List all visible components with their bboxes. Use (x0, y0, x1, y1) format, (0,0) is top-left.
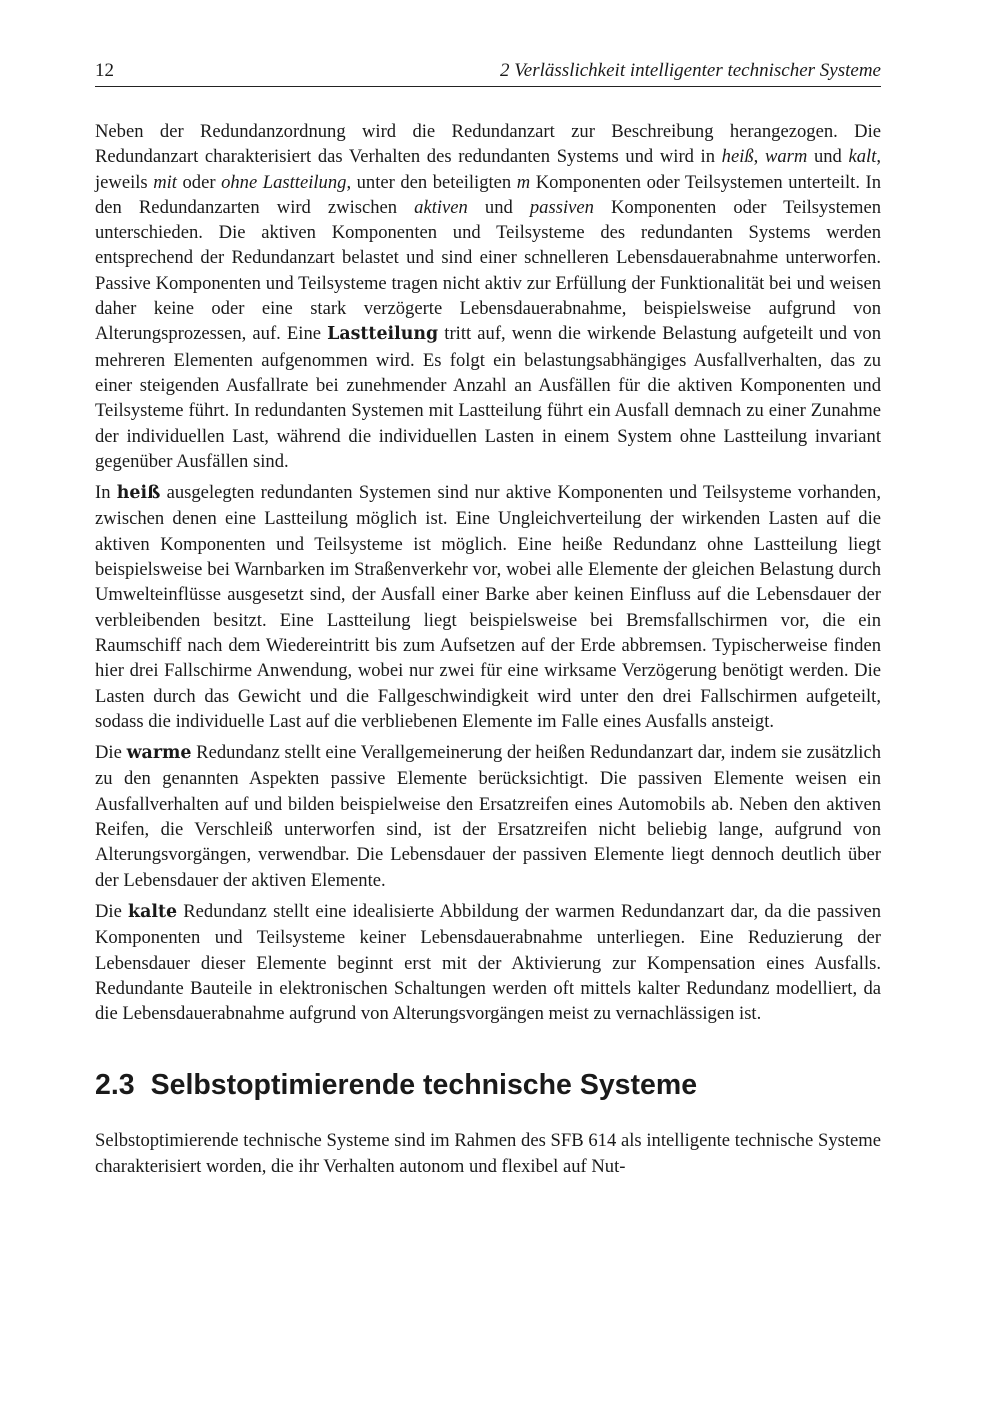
term-warme: warme (126, 743, 192, 764)
math-m: m (516, 171, 531, 193)
paragraph-heiss (95, 480, 881, 734)
text-span: , jeweils (95, 146, 882, 193)
emph-mit: mit (153, 171, 177, 193)
text-span: , (753, 146, 765, 168)
paragraph-warme (95, 740, 881, 893)
text-span: und (807, 146, 849, 168)
text-span: tritt auf, wenn die wirkende Belastung aufgeteilt und von mehreren Elementen aufgenommen wird. Es folgt ein belastungsabhängiges Ausfallverhalten, das zu einer steigenden Ausfallrate bei zunehmender Anzahl an Ausfällen für die aktiven Komponenten und Teilsysteme führt. In redundanten Systemen mit Lastteilung führt ein Ausfall demnach zu einer Zunahme der individuellen Last, während die individuellen Lasten in einem System ohne Lastteilung invariant gegenüber Ausfällen sind. (95, 323, 882, 472)
paragraph-selbstoptimierend (95, 1128, 881, 1179)
text-span: Neben der Redundanzordnung wird die Redundanzart zur Beschreibung herangezogen. Die Redundanzart charakterisiert das Verhalten des redundanten Systems und wird in (95, 121, 881, 168)
text-span: Komponenten oder Teilsystemen unterschieden. Die aktiven Komponenten und Teilsysteme des redundanten Systems werden entsprechend der Redundanzart belastet und sind einer schnelleren Lebensdauerabnahme unterworfen. Passive Komponenten und Teilsysteme tragen nicht aktiv zur Erfüllung der Funktionalität bei und weisen daher keine oder eine stark verzögerte Lebensdauerabnahme, beispielsweise aufgrund von Alterungsprozessen, auf. Eine (95, 196, 881, 345)
text-span: Die (95, 742, 127, 764)
text-span: oder (176, 171, 222, 193)
emph-passiven: passiven (529, 196, 594, 218)
text-span: und (467, 196, 530, 218)
section-number: 2.3 (95, 1069, 135, 1102)
running-title: 2 Verlässlichkeit intelligenter technischer Systeme (500, 60, 881, 81)
emph-kalt: kalt (848, 146, 877, 168)
emph-heiss: heiß (721, 146, 754, 168)
emph-warm: warm (764, 146, 808, 168)
text-span: In (95, 482, 117, 504)
text-span: Redundanz stellt eine Verallgemeinerung der heißen Redundanzart dar, indem sie zusätzlich zu den genannten Aspekten passive Elemente berücksichtigt. Die passiven Elemente weisen ein Ausfallverhalten auf und bilden beispielweise den Ersatzreifen eines Automobils ab. Neben den aktiven Reifen, die Verschleiß unterworfen sind, ist der Ersatzreifen nicht beliebig lange, aufgrund von Alterungsvorgängen, verwendbar. Die Lebensdauer der passiven Elemente liegt dennoch deutlich über der Lebensdauer der aktiven Elemente. (95, 742, 881, 891)
running-header (95, 58, 881, 87)
text-span: Komponenten oder Teilsystemen unterteilt. In den Redundanzarten wird zwischen (95, 171, 881, 218)
text-span: , unter den beteiligten (346, 171, 517, 193)
paragraph-kalte (95, 899, 881, 1026)
section-heading (95, 1068, 881, 1102)
text-span: Redundanz stellt eine idealisierte Abbildung der warmen Redundanzart dar, da die passiven Komponenten und Teilsysteme keiner Lebensdauerabnahme unterliegen. Eine Reduzierung der Lebensdauer dieser Elemente beginnt erst mit der Aktivierung zur Kompensation eines Ausfalls. Redundante Bauteile in elektronischen Schaltungen werden oft mittels kalter Redundanz modelliert, da die Lebensdauerabnahme aufgrund von Alterungsvorgängen meist zu vernachlässigen ist. (95, 900, 881, 1025)
term-heiss: heiß (116, 483, 161, 504)
body-text (95, 119, 881, 1185)
text-span: ausgelegten redundanten Systemen sind nur aktive Komponenten und Teilsysteme vorhanden, zwischen denen eine Lastteilung möglich ist. Eine Ungleichverteilung der wirkenden Lasten auf die aktiven Komponenten und Teilsysteme ist möglich. Eine heiße Redundanz ohne Lastteilung liegt beispielsweise bei Warnbarken im Straßenverkehr vor, wobei alle Elemente der gleichen Belastung durch Umwelteinflüsse ausgesetzt sind, der Ausfall einer Barke aber keinen Einfluss auf die Lebensdauer der verbleibenden besitzt. Eine Lastteilung liegt beispielsweise bei Bremsfallschirmen vor, die ein Raumschiff nach dem Wiedereintritt bis zum Aufsetzen auf der Erde abbremsen. Typischerweise finden hier drei Fallschirme Anwendung, wobei nur zwei für eine wirksame Verzögerung benötigt werden. Die Lasten durch das Gewicht und die Fallgeschwindigkeit wird unter den drei Fallschirmen aufgeteilt, sodass die individuelle Last auf die verbliebenen Elemente im Falle eines Ausfalls ansteigt. (95, 482, 881, 732)
paragraph-redundanzart (95, 119, 881, 474)
emph-aktiven: aktiven (414, 196, 468, 218)
term-lastteilung: Lastteilung (327, 324, 439, 345)
term-kalte: kalte (128, 901, 178, 922)
text-span: Selbstoptimierende technische Systeme sind im Rahmen des SFB 614 als intelligente technische Systeme charakterisiert worden, die ihr Verhalten autonom und flexibel auf Nut- (95, 1130, 881, 1177)
section-title: Selbstoptimierende technische Systeme (150, 1069, 698, 1102)
emph-ohne-lastteilung: ohne Lastteilung (221, 171, 347, 193)
text-span: Die (95, 900, 129, 922)
page-number: 12 (95, 60, 114, 81)
